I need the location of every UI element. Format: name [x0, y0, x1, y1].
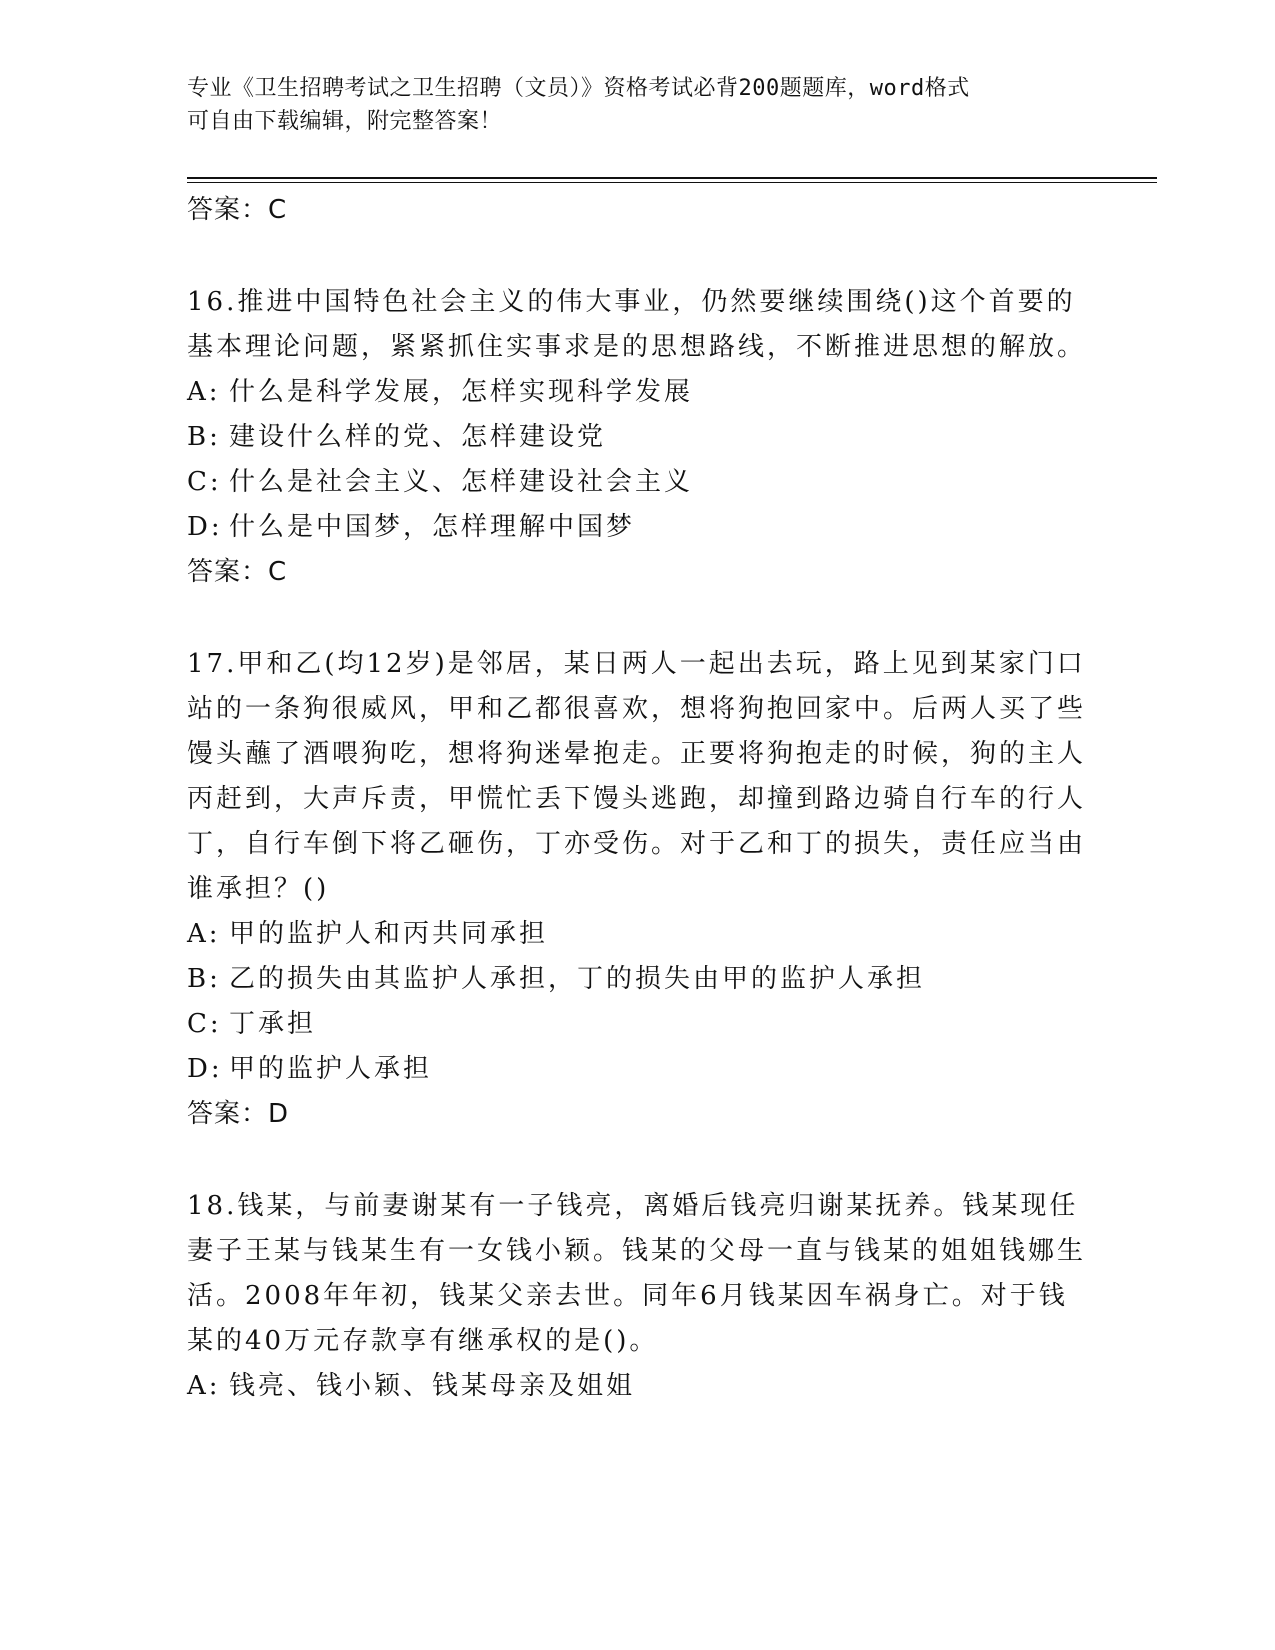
- option-text: 什么是社会主义、怎样建设社会主义: [229, 467, 694, 497]
- option-letter: A:: [187, 919, 221, 949]
- option-letter: A:: [187, 1371, 221, 1401]
- option-letter: D:: [187, 1054, 223, 1084]
- option-text: 什么是科学发展，怎样实现科学发展: [229, 377, 694, 407]
- option-text: 钱亮、钱小颖、钱某母亲及姐姐: [229, 1371, 636, 1401]
- option-c: [187, 1002, 1087, 1047]
- option-text: 什么是中国梦，怎样理解中国梦: [229, 512, 636, 542]
- question-text: 18.钱某，与前妻谢某有一子钱亮，离婚后钱亮归谢某抚养。钱某现任妻子王某与钱某生有一女钱小颖。钱某的父母一直与钱某的姐姐钱娜生活。2008年年初，钱某父亲去世。同年6月钱某因车祸身亡。对于钱某的40万元存款享有继承权的是()。: [187, 1191, 1087, 1356]
- option-c: [187, 460, 1087, 505]
- header-divider-thin: [187, 182, 1157, 183]
- document-header: [187, 72, 1067, 138]
- option-text: 甲的监护人承担: [229, 1054, 433, 1084]
- option-b: [187, 415, 1087, 460]
- option-b: [187, 957, 1087, 1002]
- header-divider: [187, 177, 1157, 179]
- question-text: 16.推进中国特色社会主义的伟大事业，仍然要继续围绕()这个首要的基本理论问题，紧紧抓住实事求是的思想路线，不断推进思想的解放。: [187, 287, 1087, 362]
- option-letter: B:: [187, 422, 221, 452]
- option-letter: B:: [187, 964, 221, 994]
- question-block: [187, 280, 1087, 594]
- option-letter: C:: [187, 467, 222, 497]
- header-line-1: 专业《卫生招聘考试之卫生招聘（文员）》资格考试必背200题题库，word格式: [187, 76, 970, 101]
- option-d: [187, 1047, 1087, 1092]
- option-a: [187, 370, 1087, 415]
- option-a: [187, 912, 1087, 957]
- answer-line: 答案：D: [187, 1099, 290, 1129]
- answer-line: 答案：C: [187, 195, 288, 225]
- option-d: [187, 505, 1087, 550]
- option-text: 建设什么样的党、怎样建设党: [229, 422, 607, 452]
- header-line-2: 可自由下载编辑，附完整答案！: [187, 109, 503, 134]
- option-letter: C:: [187, 1009, 222, 1039]
- option-letter: D:: [187, 512, 223, 542]
- document-body: [187, 188, 1087, 1409]
- question-block: [187, 1184, 1087, 1409]
- answer-line: 答案：C: [187, 557, 288, 587]
- option-text: 丁承担: [229, 1009, 317, 1039]
- option-letter: A:: [187, 377, 221, 407]
- option-text: 乙的损失由其监护人承担，丁的损失由甲的监护人承担: [229, 964, 926, 994]
- option-a: [187, 1364, 1087, 1409]
- question-block: [187, 642, 1087, 1136]
- question-text: 17.甲和乙(均12岁)是邻居，某日两人一起出去玩，路上见到某家门口站的一条狗很威风，甲和乙都很喜欢，想将狗抱回家中。后两人买了些馒头蘸了酒喂狗吃，想将狗迷晕抱走。正要将狗抱走的时候，狗的主人丙赶到，大声斥责，甲慌忙丢下馒头逃跑，却撞到路边骑自行车的行人丁，自行车倒下将乙砸伤，丁亦受伤。对于乙和丁的损失，责任应当由谁承担？(): [187, 649, 1087, 904]
- option-text: 甲的监护人和丙共同承担: [229, 919, 549, 949]
